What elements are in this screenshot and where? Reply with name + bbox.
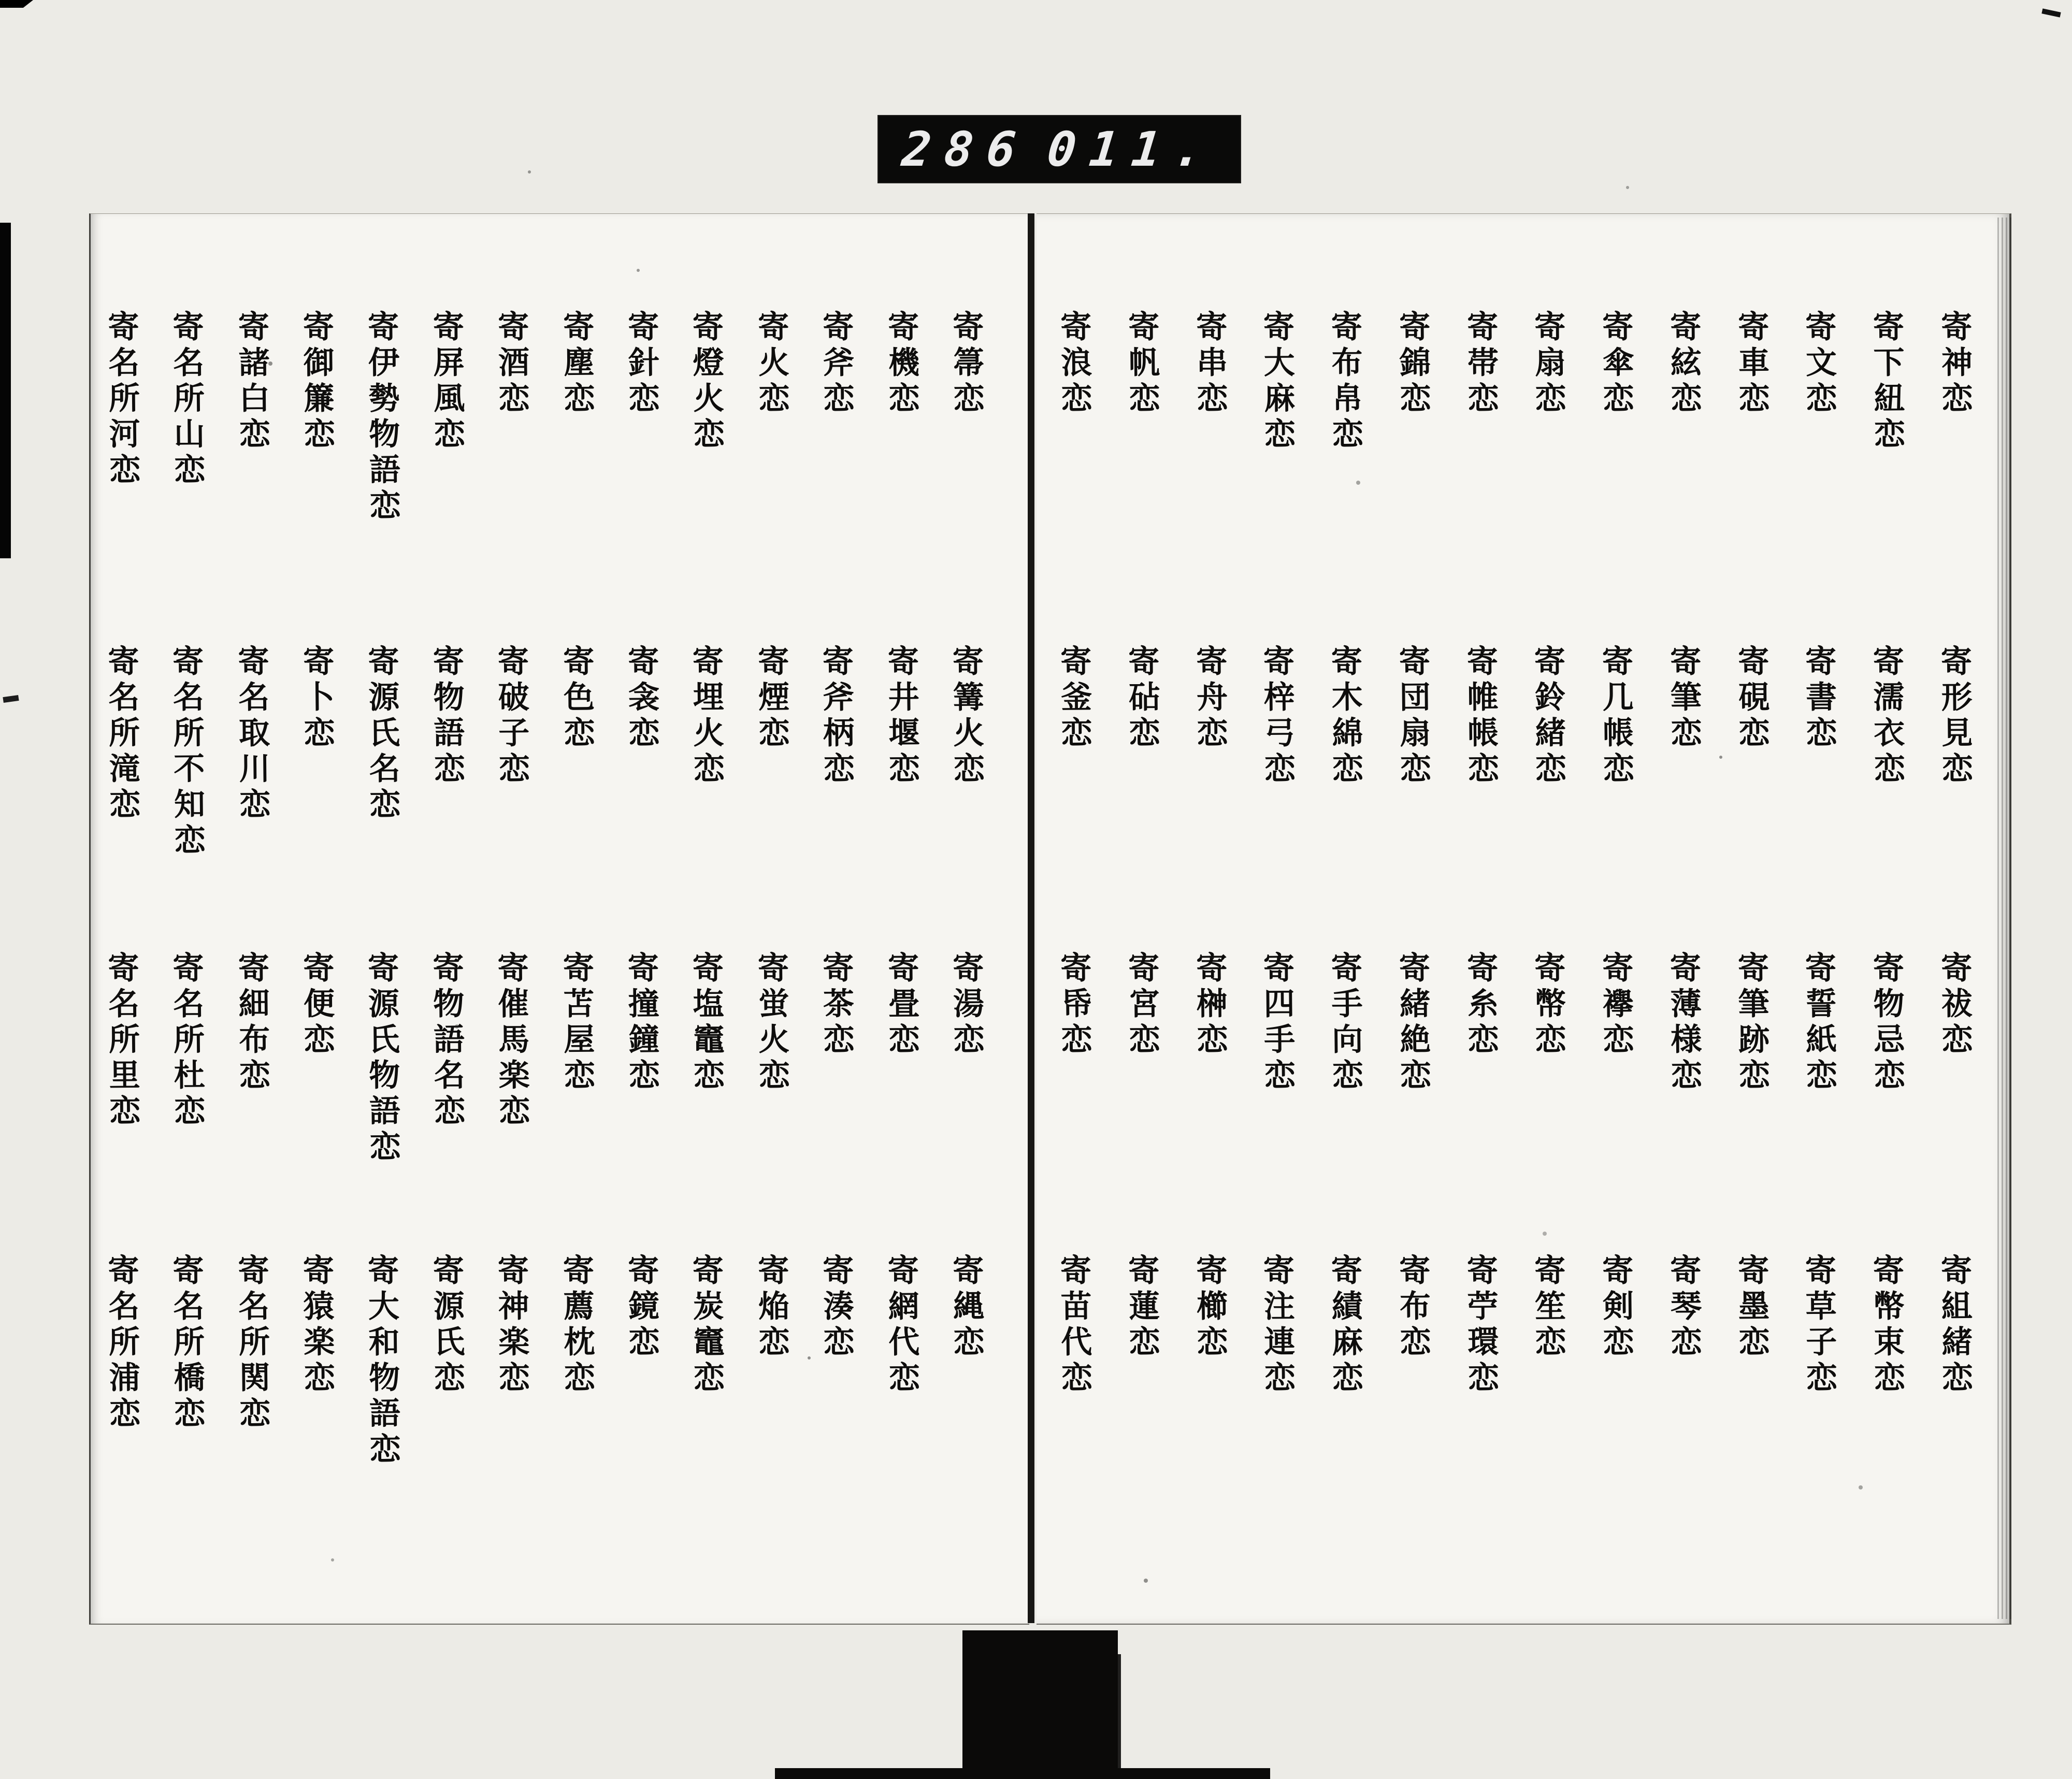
text-column: 寄蛍火恋	[752, 951, 790, 1095]
text-column: 寄名所河恋	[103, 310, 141, 489]
text-column: 寄釜恋	[1055, 644, 1093, 753]
text-column: 寄琴恋	[1664, 1253, 1702, 1362]
text-column: 寄帋恋	[1055, 951, 1093, 1059]
text-column: 寄帆恋	[1123, 310, 1160, 418]
text-column: 寄幣束恋	[1867, 1253, 1906, 1397]
text-column: 寄縄恋	[947, 1253, 985, 1362]
text-column: 寄帷帳恋	[1461, 644, 1500, 788]
text-column: 寄下紐恋	[1867, 310, 1906, 454]
film-edge-bar	[0, 223, 11, 558]
text-column: 寄串恋	[1190, 310, 1228, 418]
text-column: 寄糸恋	[1461, 951, 1499, 1059]
text-band	[103, 1253, 985, 1565]
text-column: 寄物語恋	[427, 644, 466, 788]
text-column: 寄梓弓恋	[1258, 644, 1296, 788]
text-column: 寄破子恋	[492, 644, 530, 788]
text-column: 寄几帳恋	[1596, 644, 1635, 788]
text-column: 寄名所里恋	[103, 951, 141, 1131]
text-column: 寄色恋	[557, 644, 595, 753]
text-column: 寄筆跡恋	[1732, 951, 1771, 1095]
text-column: 寄名所山恋	[167, 310, 206, 489]
text-column: 寄火恋	[752, 310, 790, 418]
text-column: 寄名所杜恋	[167, 951, 206, 1131]
frame-counter	[877, 115, 1241, 183]
text-column: 寄傘恋	[1597, 310, 1635, 418]
text-column: 寄錦恋	[1393, 310, 1431, 418]
text-band	[103, 951, 985, 1235]
dust-specks	[0, 0, 2, 2]
text-column: 寄塵恋	[557, 310, 595, 418]
text-column: 寄井堰恋	[882, 644, 920, 788]
text-column: 寄屏風恋	[427, 310, 466, 454]
text-column: 寄薄様恋	[1664, 951, 1703, 1095]
text-column: 寄帯恋	[1461, 310, 1499, 418]
text-column: 寄宮恋	[1123, 951, 1160, 1059]
text-column: 寄機恋	[882, 310, 920, 418]
text-column: 寄木綿恋	[1326, 644, 1364, 788]
text-column: 寄薦枕恋	[557, 1253, 596, 1397]
text-column: 寄績麻恋	[1326, 1253, 1364, 1397]
text-column: 寄硯恋	[1732, 644, 1770, 753]
text-column: 寄網代恋	[882, 1253, 920, 1397]
text-column: 寄鏡恋	[622, 1253, 660, 1362]
text-column: 寄畳恋	[882, 951, 920, 1059]
frame-counter-right-digits: 011.	[1044, 121, 1219, 177]
text-column: 寄名所不知恋	[167, 644, 206, 860]
text-column: 寄塩竈恋	[687, 951, 725, 1095]
text-column: 寄諸白恋	[233, 310, 271, 454]
text-column: 寄誓紙恋	[1800, 951, 1838, 1095]
text-column: 寄衾恋	[622, 644, 660, 753]
text-column: 寄緒絶恋	[1393, 951, 1432, 1095]
text-column: 寄名所浦恋	[103, 1253, 141, 1433]
text-column: 寄便恋	[298, 951, 336, 1059]
text-column: 寄文恋	[1800, 310, 1838, 418]
text-column: 寄榊恋	[1190, 951, 1228, 1059]
text-band	[1055, 951, 1974, 1235]
text-column: 寄鈴緒恋	[1529, 644, 1567, 788]
text-column: 寄書恋	[1800, 644, 1838, 753]
film-corner-mark	[0, 0, 33, 8]
text-column: 寄形見恋	[1935, 644, 1974, 788]
text-column: 寄筆恋	[1664, 644, 1702, 753]
text-column: 寄大和物語恋	[362, 1253, 401, 1469]
text-column: 寄団扇恋	[1393, 644, 1432, 788]
text-column: 寄伊勢物語恋	[362, 310, 401, 525]
text-column: 寄苧環恋	[1461, 1253, 1500, 1397]
text-column: 寄苫屋恋	[557, 951, 596, 1095]
film-top-right-mark	[2041, 8, 2061, 17]
text-column: 寄湊恋	[817, 1253, 855, 1362]
text-column: 寄炭竈恋	[687, 1253, 725, 1397]
text-column: 寄絃恋	[1664, 310, 1702, 418]
text-column: 寄墨恋	[1732, 1253, 1770, 1362]
text-column: 寄組緒恋	[1935, 1253, 1974, 1397]
frame-counter-left-digits: 286	[899, 121, 1032, 177]
text-column: 寄舟恋	[1190, 644, 1228, 753]
text-column: 寄剣恋	[1597, 1253, 1635, 1362]
text-column: 寄細布恋	[233, 951, 271, 1095]
text-column: 寄篝火恋	[947, 644, 985, 788]
text-band	[1055, 1253, 1974, 1565]
film-edge-dash	[3, 695, 19, 703]
text-band	[1055, 310, 1974, 590]
text-column: 寄濡衣恋	[1867, 644, 1906, 788]
manuscript-right-page	[1037, 213, 2011, 1625]
text-column: 寄神楽恋	[492, 1253, 530, 1397]
text-band	[103, 310, 985, 590]
text-column: 寄埋火恋	[687, 644, 725, 788]
text-column: 寄撞鐘恋	[622, 951, 660, 1095]
text-column: 寄御簾恋	[297, 310, 336, 454]
text-column: 寄蓮恋	[1123, 1253, 1160, 1362]
text-column: 寄浪恋	[1055, 310, 1093, 418]
text-column: 寄布帛恋	[1326, 310, 1364, 454]
text-column: 寄源氏恋	[427, 1253, 466, 1397]
text-column: 寄砧恋	[1123, 644, 1160, 753]
text-column: 寄卜恋	[298, 644, 336, 753]
text-column: 寄注連恋	[1258, 1253, 1296, 1397]
text-column: 寄箒恋	[947, 310, 985, 418]
text-column: 寄櫛恋	[1190, 1253, 1228, 1362]
text-column: 寄酒恋	[493, 310, 530, 418]
text-column: 寄幣恋	[1529, 951, 1567, 1059]
bottom-edge-strip	[775, 1768, 1270, 1779]
text-column: 寄笙恋	[1529, 1253, 1567, 1362]
text-band	[103, 644, 985, 924]
text-column: 寄物語名恋	[427, 951, 466, 1131]
book-binding-line	[1028, 213, 1034, 1623]
text-column: 寄名所関恋	[232, 1253, 271, 1433]
text-column: 寄名所橋恋	[167, 1253, 206, 1433]
binding-shadow-blob	[962, 1630, 1118, 1779]
text-column: 寄襷恋	[1597, 951, 1635, 1059]
text-column: 寄物忌恋	[1867, 951, 1906, 1095]
manuscript-left-page	[89, 213, 1029, 1625]
text-column: 寄車恋	[1732, 310, 1770, 418]
text-column: 寄苗代恋	[1055, 1253, 1093, 1397]
text-column: 寄源氏物語恋	[362, 951, 401, 1166]
text-column: 寄茶恋	[817, 951, 855, 1059]
text-column: 寄名取川恋	[232, 644, 271, 824]
text-column: 寄燈火恋	[687, 310, 725, 454]
page-edge-texture	[1997, 218, 2012, 1619]
text-band	[1055, 644, 1974, 924]
text-column: 寄催馬楽恋	[492, 951, 531, 1131]
text-column: 寄神恋	[1935, 310, 1974, 418]
text-column: 寄布恋	[1393, 1253, 1431, 1362]
text-column: 寄祓恋	[1935, 951, 1974, 1059]
text-column: 寄針恋	[622, 310, 660, 418]
text-column: 寄草子恋	[1800, 1253, 1838, 1397]
text-column: 寄大麻恋	[1258, 310, 1296, 454]
text-column: 寄斧恋	[817, 310, 855, 418]
text-column: 寄湯恋	[947, 951, 985, 1059]
text-column: 寄扇恋	[1529, 310, 1567, 418]
text-column: 寄煙恋	[752, 644, 790, 753]
text-column: 寄四手恋	[1258, 951, 1296, 1095]
text-column: 寄焔恋	[752, 1253, 790, 1362]
text-column: 寄源氏名恋	[362, 644, 401, 824]
text-column: 寄名所滝恋	[103, 644, 141, 824]
text-column: 寄手向恋	[1326, 951, 1364, 1095]
text-column: 寄斧柄恋	[817, 644, 855, 788]
text-column: 寄猿楽恋	[297, 1253, 336, 1397]
